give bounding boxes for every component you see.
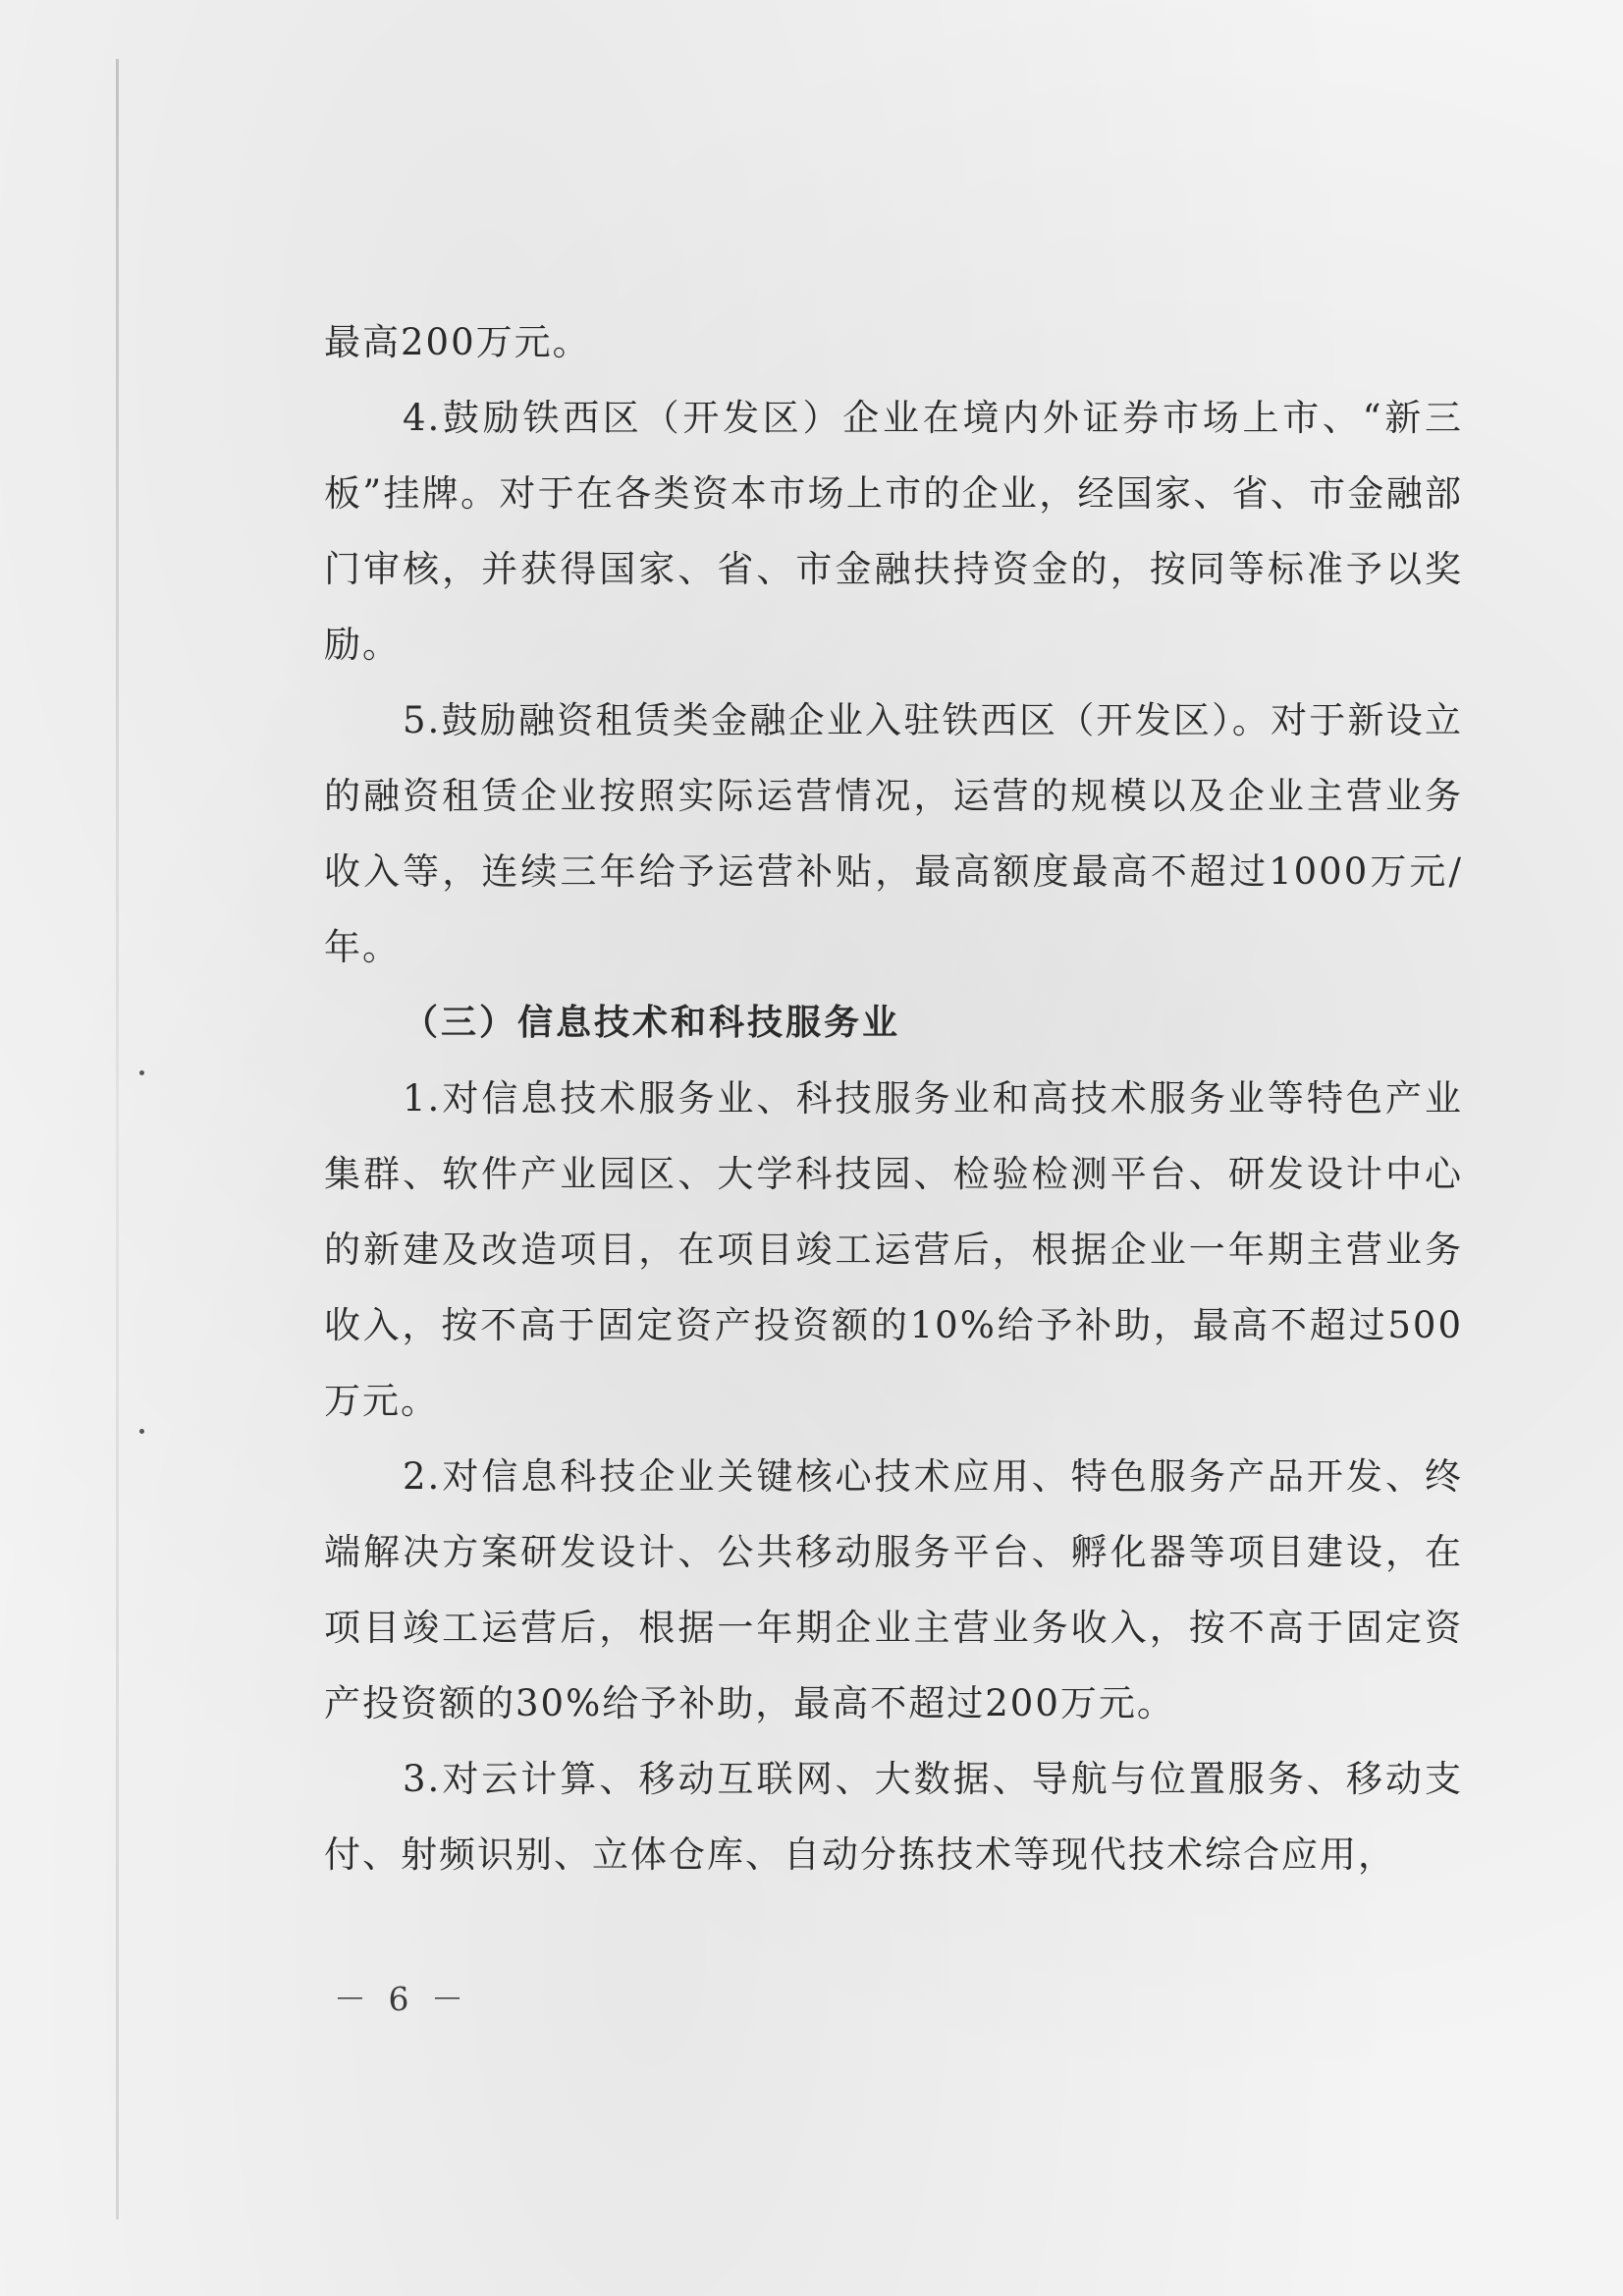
paragraph-item-1: 1.对信息技术服务业、科技服务业和高技术服务业等特色产业集群、软件产业园区、大学科技园、检验检测平台、研发设计中心的新建及改造项目，在项目竣工运营后，根据企业一年期主营业务收入，按不高于固定资产投资额的10%给予补助，最高不超过500万元。	[324, 1077, 1463, 1422]
scan-edge-shadow	[116, 59, 119, 2219]
scan-speck	[139, 1429, 144, 1434]
page-number: － 6 －	[334, 1980, 469, 2018]
paragraph-item-2: 2.对信息科技企业关键核心技术应用、特色服务产品开发、终端解决方案研发设计、公共移动服务平台、孵化器等项目建设，在项目竣工运营后，根据一年期企业主营业务收入，按不高于固定资产投资额的30%给予补助，最高不超过200万元。	[324, 1455, 1463, 1724]
document-body	[324, 304, 1463, 1892]
paragraph-continuation: 最高200万元。	[324, 321, 591, 363]
scan-speck	[139, 1070, 144, 1075]
paragraph-item-3: 3.对云计算、移动互联网、大数据、导航与位置服务、移动支付、射频识别、立体仓库、自动分拣技术等现代技术综合应用，	[324, 1758, 1463, 1876]
paragraph-item-4: 4.鼓励铁西区（开发区）企业在境内外证券市场上市、“新三板”挂牌。对于在各类资本市场上市的企业，经国家、省、市金融部门审核，并获得国家、省、市金融扶持资金的，按同等标准予以奖励。	[324, 397, 1463, 666]
section-heading: （三）信息技术和科技服务业	[403, 1003, 901, 1043]
paragraph-item-5: 5.鼓励融资租赁类金融企业入驻铁西区（开发区）。对于新设立的融资租赁企业按照实际运营情况，运营的规模以及企业主营业务收入等，连续三年给予运营补贴，最高额度最高不超过1000万元/年。	[324, 699, 1463, 968]
